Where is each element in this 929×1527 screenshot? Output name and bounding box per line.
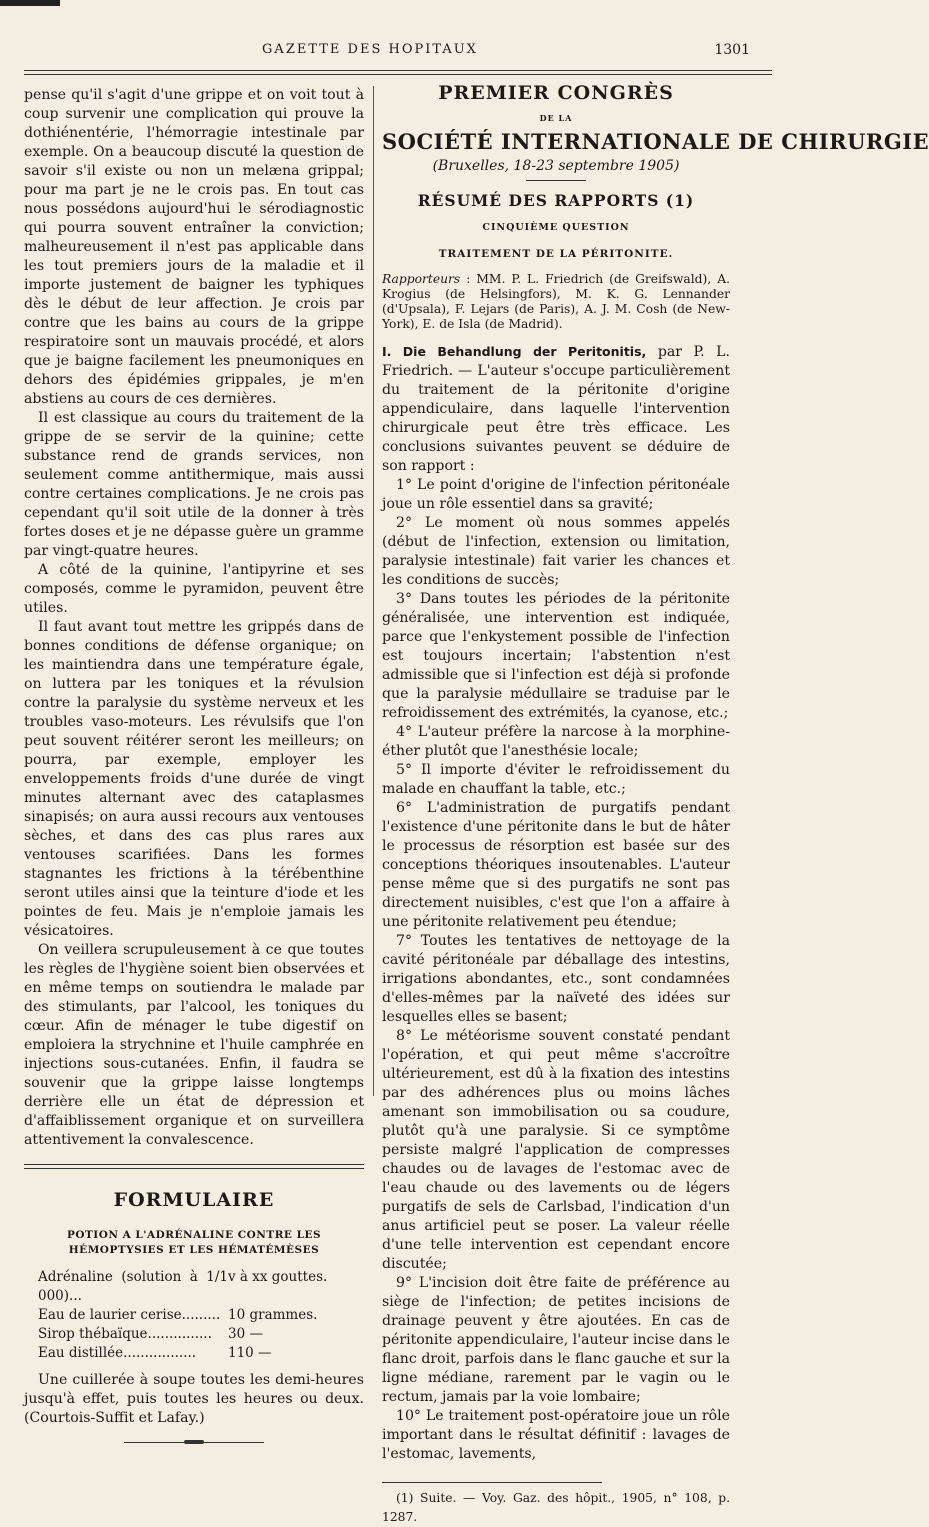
footnote: (1) Suite. — Voy. Gaz. des hôpit., 1905, n° 108, p. 1287. (382, 1491, 730, 1524)
recipe-ingredient: Sirop thébaïque............... (38, 1326, 212, 1342)
recipe-row (38, 1268, 338, 1306)
conclusion-item: 3° Dans toutes les périodes de la péritonite généralisée, une intervention est indiquée, parce que l'enkystement possible de l'infection est toujours incertain; l'abstention n'est admissible que si l'infection est déjà si profonde que la paralysie médullaire se traduise par le refroidissement des extrémités, la cyanose, etc.; (382, 591, 730, 721)
body-paragraph: Il faut avant tout mettre les grippés dans de bonnes conditions de défense organique; on les maintiendra dans une température égale, on luttera par les toniques et la révulsion contre la paralysie du système nerveux et les troubles vaso-moteurs. Les révulsifs que l'on peut souvent réitérer seront les meilleurs; on pourra, par exemple, employer les enveloppements froids d'une durée de vingt minutes alternant avec des cataplasmes sinapisés; on aura aussi recours aux ventouses sèches, et dans des cas plus rares aux ventouses scarifiées. Dans les formes stagnantes les frictions à la térébenthine seront utiles ainsi que la teinture d'iode et les pointes de feu. Mais je n'emploie jamais les vésicatoires. (24, 619, 364, 939)
rapporteurs-names: : MM. P. L. Friedrich (de Greifswald), A. Krogius (de Helsingfors), M. K. G. Lennander (d'Upsala), F. Lejars (de Paris), A. J. M. Cosh (de New-York), E. de Isla (de Madrid). (382, 272, 730, 331)
recipe-row (38, 1344, 338, 1363)
recipe-dose: v à xx gouttes. (228, 1269, 328, 1285)
conclusion-item: 10° Le traitement post-opératoire joue un rôle important dans le résultat définitif : lavages de l'estomac, lavements, (382, 1408, 730, 1462)
rapporteurs-label: Rapporteurs (382, 272, 461, 286)
recipe-row (38, 1325, 338, 1344)
article-intro-text: — L'auteur s'occupe particulièrement du traitement de la péritonite d'origine appendiculaire, dans laquelle l'intervention chirurgicale peut être très efficace. Les conclusions suivantes peuvent se déduire de son rapport : (382, 363, 730, 474)
resume-title: RÉSUMÉ DES RAPPORTS (1) (417, 191, 695, 210)
congres-title: PREMIER CONGRÈS (438, 82, 674, 104)
page-corner-mark (0, 0, 60, 6)
body-paragraph: On veillera scrupuleusement à ce que toutes les règles de l'hygiène soient bien observées et en même temps on soutiendra le malade par des stimulants, par l'alcool, les toniques du cœur. Afin de ménager le tube digestif on emploiera la strychnine et l'huile camphrée en injections sous-cutanées. Enfin, il faudra se souvenir que la grippe laisse longtemps derrière elle un état de dépression et d'affaiblissement organique et on surveillera attentivement la convalescence. (24, 942, 364, 1148)
de-la-label: DE LA (539, 113, 573, 123)
recipe-instructions: Une cuillerée à soupe toutes les demi-heures jusqu'à effet, puis toutes les heures ou deux. (Courtois-Suffit et Lafay.) (24, 1372, 364, 1426)
closing-ornament (124, 1442, 264, 1443)
article-author: par P. L. Friedrich. (382, 344, 731, 379)
question-heading: CINQUIÈME QUESTION (482, 222, 630, 233)
potion-title: POTION A L'ADRÉNALINE CONTRE LES HÉMOPTYSIES ET LES HÉMATÉMÈSES (66, 1229, 322, 1256)
short-rule (526, 180, 586, 181)
recipe-dose: 110 — (228, 1345, 272, 1361)
rapporteurs-list (382, 272, 730, 332)
running-title: GAZETTE DES HOPITAUX (262, 42, 478, 57)
recipe-row (38, 1306, 338, 1325)
article-heading: I. Die Behandlung der Peritonitis, (382, 344, 647, 359)
article-intro (382, 342, 730, 476)
formulaire-title: FORMULAIRE (113, 1189, 275, 1211)
conclusion-item: 6° L'administration de purgatifs pendant l'existence d'une péritonite dans le but de hâter le processus de résorption est basée sur des conceptions théoriques insoutenables. L'auteur pense même que si des purgatifs ne sont pas directement nuisibles, c'est que l'on a affaire à une péritonite relativement peu étendue; (382, 800, 730, 930)
right-column (382, 82, 929, 1527)
recipe-table (38, 1268, 338, 1363)
congres-place-date: (Bruxelles, 18-23 septembre 1905) (432, 158, 680, 174)
societe-title: SOCIÉTÉ INTERNATIONALE DE CHIRURGIE (382, 129, 929, 154)
header-rule-bottom (24, 74, 772, 75)
column-divider (373, 86, 374, 1096)
section-rule (24, 1164, 364, 1169)
recipe-ingredient: Adrénaline (solution à 1/1 000)... (38, 1269, 228, 1304)
header-rule-top (24, 70, 772, 71)
recipe-ingredient: Eau de laurier cerise......... (38, 1307, 221, 1323)
body-paragraph: pense qu'il s'agit d'une grippe et on voit tout à coup survenir une complication qui prouve la dothiénentérie, l'hémorragie intestinale par exemple. On a beaucoup discuté la question de savoir s'il existe ou non un melæna grippal; pour ma part je ne le crois pas. En tout cas nous possédons aujourd'hui le sérodiagnostic qui pourra souvent entraîner la conviction; malheureusement il n'est pas applicable dans les tout premiers jours de la maladie et il importe justement de baigner les typhiques dès le début de leur affection. Je crois par contre que les bains au cours de la grippe respiratoire sont un mauvais procédé, et alors que je baigne facilement les pneumoniques en dehors des épidémies grippales, je m'en abstiens au cours de ces dernières. (24, 87, 364, 407)
conclusion-item: 2° Le moment où nous sommes appelés (début de l'infection, extension ou limitation, paralysie intestinale) fait varier les chances et les conditions de succès; (382, 515, 730, 588)
running-head (0, 42, 800, 66)
left-column (24, 86, 364, 1443)
recipe-ingredient: Eau distillée................. (38, 1345, 197, 1361)
conclusion-item: 9° L'incision doit être faite de préférence au siège de l'infection; de petites incisions de drainage peuvent y être ajoutées. En cas de péritonite appendiculaire, l'auteur incise dans le flanc droit, parfois dans le flanc gauche et sur la ligne médiane, rarement par le vagin ou le rectum, jamais par la voie lombaire; (382, 1275, 730, 1405)
body-paragraph: Il est classique au cours du traitement de la grippe de se servir de la quinine; cette substance rend de grands services, non seulement comme antithermique, mais aussi contre certaines complications. Je ne crois pas cependant qu'il soit utile de la donner à très fortes doses et je ne dépasse guère un gramme par vingt-quatre heures. (24, 410, 364, 559)
recipe-dose: 10 grammes. (228, 1307, 318, 1323)
conclusion-item: 7° Toutes les tentatives de nettoyage de la cavité péritonéale par déballage des intestins, irrigations abondantes, etc., sont condamnées d'elles-mêmes par la naïveté des idées sur lesquelles elles se basent; (382, 933, 730, 1025)
recipe-dose: 30 — (228, 1326, 263, 1342)
conclusion-item: 5° Il importe d'éviter le refroidissement du malade en chauffant la table, etc.; (382, 762, 730, 797)
conclusion-item: 1° Le point d'origine de l'infection péritonéale joue un rôle essentiel dans sa gravité; (382, 477, 730, 512)
subject-heading: TRAITEMENT DE LA PÉRITONITE. (438, 248, 674, 260)
footnote-rule (382, 1482, 602, 1483)
body-paragraph: A côté de la quinine, l'antipyrine et ses composés, comme le pyramidon, peuvent être utiles. (24, 562, 364, 616)
conclusion-item: 8° Le météorisme souvent constaté pendant l'opération, et qui peut même s'accroître ultérieurement, est dû à la fixation des intestins par des adhérences plus ou moins lâches amenant son immobilisation ou sa coudure, plutôt qu'à une paralysie. Si ce symptôme persiste malgré l'application de compresses chaudes ou de lavages de l'estomac avec de l'eau chaude ou des lavements ou de légers purgatifs de sels de Carlsbad, l'indication d'un anus artificiel peut se poser. La valeur réelle d'une telle intervention est cependant encore discutée; (382, 1028, 730, 1272)
page-number: 1301 (714, 42, 750, 58)
conclusion-item: 4° L'auteur préfère la narcose à la morphine-éther plutôt que l'anesthésie locale; (382, 724, 730, 759)
